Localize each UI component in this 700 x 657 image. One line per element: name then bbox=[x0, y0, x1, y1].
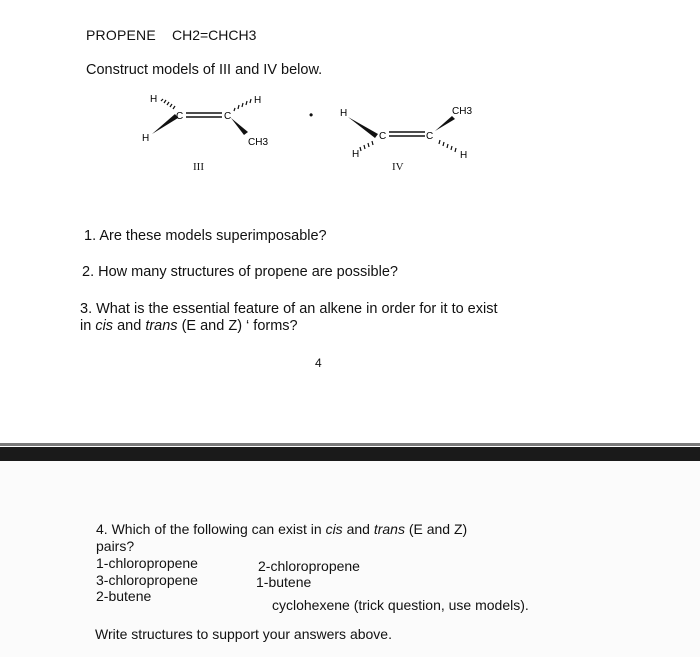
page-divider bbox=[0, 447, 700, 461]
question-4-line-1 bbox=[96, 521, 467, 537]
page-title bbox=[86, 27, 156, 43]
q3-text: and bbox=[113, 318, 146, 334]
separator-dot: • bbox=[309, 108, 314, 122]
question-1: 1. Are these models superimposable? bbox=[84, 228, 327, 244]
title-text: PROPENE bbox=[86, 27, 156, 43]
page-divider-shadow bbox=[0, 443, 700, 446]
atom-h: H bbox=[142, 133, 150, 144]
q4-text: (E and Z) bbox=[404, 521, 468, 537]
atom-c: C bbox=[426, 131, 434, 142]
question-4-line-2: pairs? bbox=[96, 538, 135, 554]
cis-term: cis bbox=[95, 318, 114, 334]
q4-text: 4. Which of the following can exist in bbox=[96, 521, 326, 537]
page-number: 4 bbox=[315, 356, 322, 370]
atom-c: C bbox=[176, 111, 184, 122]
double-bond bbox=[186, 113, 222, 117]
atom-h: H bbox=[340, 108, 348, 119]
option-3-chloropropene: 3-chloropropene bbox=[96, 572, 198, 588]
structure-iv-label: IV bbox=[392, 161, 404, 173]
double-bond bbox=[389, 132, 425, 136]
q3-text: (E and Z) ‘ forms? bbox=[177, 318, 298, 334]
option-2-chloropropene: 2-chloropropene bbox=[258, 558, 360, 574]
hashed-bond bbox=[439, 140, 456, 152]
atom-ch3: CH3 bbox=[248, 137, 269, 148]
q3-text: in bbox=[80, 318, 96, 334]
trans-term: trans bbox=[145, 318, 178, 334]
instruction-text: Construct models of III and IV below. bbox=[86, 62, 323, 78]
hashed-bond bbox=[161, 99, 175, 109]
option-1-butene: 1-butene bbox=[256, 574, 312, 590]
question-3-line-2 bbox=[80, 318, 298, 334]
atom-h: H bbox=[150, 94, 158, 105]
hashed-bond bbox=[360, 141, 373, 151]
atom-h: H bbox=[460, 150, 468, 161]
atom-c: C bbox=[379, 131, 387, 142]
question-4-footer: Write structures to support your answers above. bbox=[95, 626, 392, 642]
atom-h: H bbox=[254, 95, 262, 106]
cis-term: cis bbox=[325, 521, 343, 537]
atom-h: H bbox=[352, 149, 360, 160]
option-2-butene: 2-butene bbox=[96, 588, 152, 604]
propene-formula: CH2=CHCH3 bbox=[172, 27, 257, 43]
structure-iv bbox=[334, 100, 494, 165]
q4-text: and bbox=[342, 521, 374, 537]
option-cyclohexene: cyclohexene (trick question, use models). bbox=[272, 597, 529, 613]
wedge-bond bbox=[348, 117, 378, 138]
structure-iii bbox=[130, 88, 290, 158]
question-3-line-1: 3. What is the essential feature of an alkene in order for it to exist bbox=[80, 301, 498, 317]
wedge-bond bbox=[435, 116, 455, 131]
structure-iii-label: III bbox=[193, 161, 204, 173]
wedge-bond bbox=[231, 118, 248, 135]
atom-ch3: CH3 bbox=[452, 106, 473, 117]
trans-term: trans bbox=[373, 521, 405, 537]
wedge-bond bbox=[152, 114, 178, 134]
option-1-chloropropene: 1-chloropropene bbox=[96, 555, 198, 571]
atom-c: C bbox=[224, 111, 232, 122]
hashed-bond bbox=[234, 99, 251, 111]
question-2: 2. How many structures of propene are possible? bbox=[82, 264, 398, 280]
